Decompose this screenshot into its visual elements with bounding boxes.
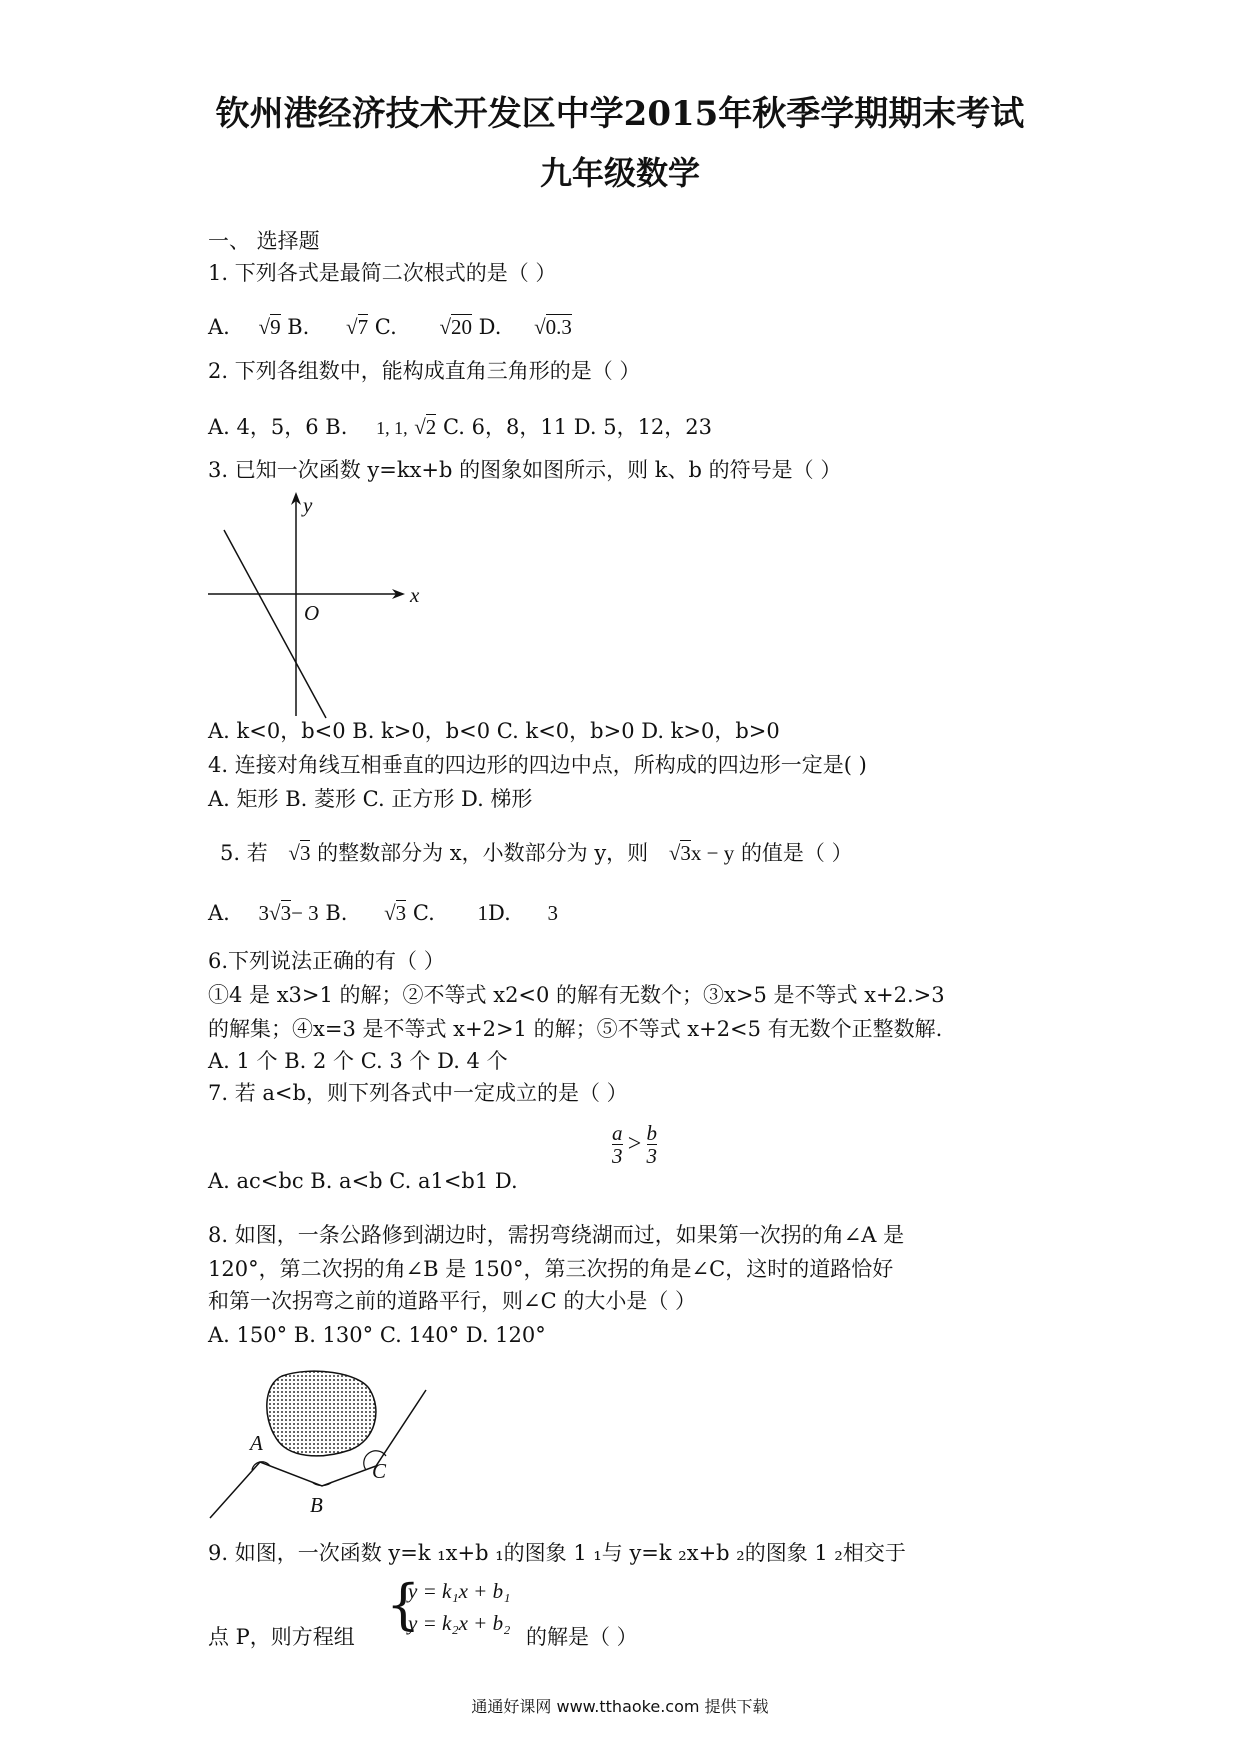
- q1-stem: 1. 下列各式是最简二次根式的是（ ）: [208, 261, 557, 285]
- q1-radicand-d: 0.3: [545, 315, 572, 339]
- q3-y-label: y: [303, 493, 313, 517]
- q9-line1: 9. 如图，一次函数 y=k ₁x+b ₁的图象 1 ₁与 y=k ₂x+b ₂的图象 1 ₂相交于: [208, 1541, 906, 1565]
- q5-a-rad: 3: [280, 901, 292, 925]
- q5-stem-c: 的值是（ ）: [740, 841, 853, 865]
- q2-opt-a: A. 4，5，6 B.: [208, 415, 348, 439]
- q5-b-rad: 3: [395, 901, 407, 925]
- footer-credit: 通通好课网 www.tthaoke.com 提供下载: [471, 1697, 769, 1716]
- q9-brace: {: [386, 1573, 421, 1636]
- q5-a-post: − 3: [291, 901, 319, 925]
- q2-math-b: 1, 1,: [376, 418, 408, 438]
- q8-label-c: C: [372, 1459, 387, 1483]
- q8-line2: 120°，第二次拐的角∠B 是 150°，第三次拐的角是∠C，这时的道路恰好: [208, 1257, 894, 1281]
- q5-options: A. 3√3− 3 B. √3 C. 1D. 3: [208, 901, 558, 925]
- page-subtitle: 九年级数学: [539, 154, 700, 192]
- q2-rest: C. 6，8，11 D. 5，12，23: [442, 415, 713, 439]
- q8-options: A. 150° B. 130° C. 140° D. 120°: [208, 1323, 546, 1347]
- q7-gt: >: [627, 1131, 642, 1157]
- q3-options: A. k<0，b<0 B. k>0，b<0 C. k<0，b>0 D. k>0，b>0: [208, 719, 780, 743]
- q8-line3: 和第一次拐弯之前的道路平行，则∠C 的大小是（ ）: [208, 1289, 697, 1313]
- q5-expr-tail: x − y: [690, 841, 735, 865]
- q5-stem-b: 的整数部分为 x，小数部分为 y，则: [317, 841, 649, 865]
- q7-frac-a-den: 3: [612, 1144, 623, 1168]
- q5-d-val: 3: [547, 901, 558, 925]
- q5-radicand-1: 3: [299, 841, 311, 865]
- q6-stem: 6.下列说法正确的有（ ）: [208, 949, 445, 973]
- q6-line2: 的解集；④x=3 是不等式 x+2>1 的解；⑤不等式 x+2<5 有无数个正整数解.: [208, 1017, 943, 1041]
- q7-fraction-d: [612, 1122, 657, 1167]
- q1-options: A. √9 B. √7 C. √20 D. √0.3: [208, 315, 572, 339]
- q3-origin-label: O: [304, 601, 320, 625]
- q1-opt-a: A.: [208, 315, 230, 339]
- q2-radicand-b: 2: [425, 415, 437, 439]
- q7-options: A. ac<bc B. a<b C. a1<b1 D.: [208, 1169, 518, 1193]
- q3-stem: 3. 已知一次函数 y=kx+b 的图象如图所示，则 k、b 的符号是（ ）: [208, 458, 842, 482]
- q5-c-val: 1: [477, 901, 489, 925]
- q9-line2-b: 的解是（ ）: [526, 1625, 638, 1649]
- q8-label-a: A: [250, 1431, 263, 1455]
- q9-line2-a: 点 P，则方程组: [208, 1625, 355, 1649]
- q7-stem: 7. 若 a<b，则下列各式中一定成立的是（ ）: [208, 1081, 628, 1105]
- q5-a-pre: 3: [258, 901, 270, 925]
- q8-line1: 8. 如图，一条公路修到湖边时，需拐弯绕湖而过，如果第一次拐的角∠A 是: [208, 1223, 905, 1247]
- section-heading: 一、 选择题: [208, 229, 320, 253]
- q4-options: A. 矩形 B. 菱形 C. 正方形 D. 梯形: [208, 787, 533, 811]
- q1-opt-d: D.: [478, 315, 502, 339]
- q8-lake: [267, 1371, 376, 1456]
- q7-frac-b-den: 3: [646, 1144, 658, 1168]
- q1-radicand-b: 7: [357, 315, 369, 339]
- q5-stem-a: 5. 若: [220, 841, 268, 865]
- q5-opt-a: A.: [208, 901, 230, 925]
- q1-radicand-a: 9: [270, 315, 281, 339]
- q4-stem: 4. 连接对角线互相垂直的四边形的四边中点，所构成的四边形一定是( ): [208, 753, 867, 777]
- q5-stem: 5. 若 √3 的整数部分为 x，小数部分为 y，则 √3x − y 的值是（ ）: [220, 841, 853, 865]
- q6-options: A. 1 个 B. 2 个 C. 3 个 D. 4 个: [208, 1049, 508, 1073]
- q9-eq1: y = k₁x + b₁: [408, 1579, 511, 1603]
- q5-opt-c: C.: [412, 901, 435, 925]
- q9-eq2: y = k₂x + b₂: [408, 1611, 511, 1635]
- q5-opt-d: D.: [488, 901, 511, 925]
- q1-radicand-c: 20: [450, 315, 472, 339]
- q7-frac-b-num: b: [646, 1121, 658, 1145]
- q1-opt-c: C.: [374, 315, 397, 339]
- q5-radicand-2: 3: [680, 841, 691, 865]
- q7-frac-a-num: a: [612, 1121, 623, 1145]
- q2-stem: 2. 下列各组数中，能构成直角三角形的是（ ）: [208, 359, 641, 383]
- q1-opt-b: B.: [287, 315, 310, 339]
- page-title: 钦州港经济技术开发区中学2015年秋季学期期末考试: [215, 94, 1025, 134]
- q2-options: A. 4，5，6 B. 1, 1, √2 C. 6，8，11 D. 5，12，23: [208, 415, 713, 439]
- q5-opt-b: B.: [325, 901, 348, 925]
- q8-label-b: B: [310, 1493, 323, 1517]
- q6-line1: ①4 是 x3>1 的解；②不等式 x2<0 的解有无数个；③x>5 是不等式 x+2.>3: [208, 983, 945, 1007]
- q3-x-label: x: [410, 583, 420, 607]
